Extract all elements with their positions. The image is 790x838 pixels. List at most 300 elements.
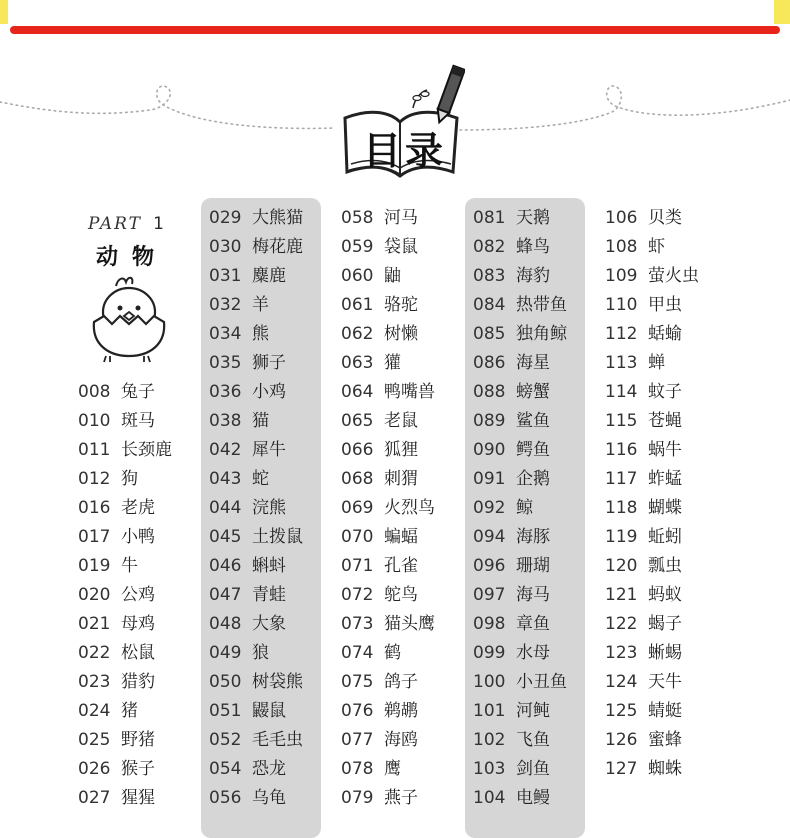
toc-entry[interactable] — [605, 610, 699, 639]
toc-page-number: 102 — [473, 730, 506, 750]
toc-entry-title: 兔子 — [121, 382, 155, 402]
toc-page-number: 051 — [209, 701, 242, 721]
toc-entry[interactable] — [78, 494, 172, 523]
toc-page-number: 052 — [209, 730, 242, 750]
toc-entry[interactable] — [473, 668, 567, 697]
toc-entry-title: 牛 — [121, 556, 138, 576]
toc-page-number: 058 — [341, 208, 374, 228]
toc-entry[interactable] — [605, 581, 699, 610]
top-yellow-accent-right — [774, 0, 790, 24]
toc-entry-title: 鲨鱼 — [516, 411, 550, 431]
toc-entry[interactable] — [341, 378, 435, 407]
toc-entry-title: 螃蟹 — [516, 382, 550, 402]
toc-entry[interactable] — [341, 610, 435, 639]
toc-page-number: 022 — [78, 643, 111, 663]
toc-entry-title: 天鹅 — [516, 208, 550, 228]
toc-page-number: 112 — [605, 324, 638, 344]
toc-entry-title: 树袋熊 — [252, 672, 303, 692]
toc-entry-title: 鸵鸟 — [384, 585, 418, 605]
toc-entry[interactable] — [209, 436, 303, 465]
toc-page-number: 091 — [473, 469, 506, 489]
toc-page-number: 118 — [605, 498, 638, 518]
toc-entry[interactable] — [341, 349, 435, 378]
toc-page-number: 069 — [341, 498, 374, 518]
toc-entry[interactable] — [209, 581, 303, 610]
toc-entry[interactable] — [209, 349, 303, 378]
toc-page-number: 108 — [605, 237, 638, 257]
page-title: 目录 — [362, 129, 447, 173]
toc-entry[interactable] — [473, 407, 567, 436]
toc-page-number: 103 — [473, 759, 506, 779]
toc-page-number: 047 — [209, 585, 242, 605]
toc-entry-title: 梅花鹿 — [252, 237, 303, 257]
toc-entry[interactable] — [473, 291, 567, 320]
toc-entry-title: 蚊子 — [648, 382, 682, 402]
toc-page-number: 038 — [209, 411, 242, 431]
toc-entry[interactable] — [209, 494, 303, 523]
toc-page-number: 119 — [605, 527, 638, 547]
toc-page-number: 048 — [209, 614, 242, 634]
toc-page-number: 056 — [209, 788, 242, 808]
toc-entry[interactable] — [209, 291, 303, 320]
toc-entry[interactable] — [473, 349, 567, 378]
toc-entry-title: 长颈鹿 — [121, 440, 172, 460]
toc-entry-title: 河鲀 — [516, 701, 550, 721]
toc-page-number: 019 — [78, 556, 111, 576]
toc-entry[interactable] — [605, 668, 699, 697]
toc-page-number: 063 — [341, 353, 374, 373]
toc-page-number: 021 — [78, 614, 111, 634]
toc-entry-title: 蜘蛛 — [648, 759, 682, 779]
toc-entry-title: 海鸥 — [384, 730, 418, 750]
toc-entry[interactable] — [78, 523, 172, 552]
toc-page-number: 088 — [473, 382, 506, 402]
toc-page-number: 024 — [78, 701, 111, 721]
toc-entry-title: 贝类 — [648, 208, 682, 228]
toc-page-number: 042 — [209, 440, 242, 460]
toc-page-number: 012 — [78, 469, 111, 489]
toc-entry[interactable] — [78, 407, 172, 436]
toc-entry[interactable] — [341, 407, 435, 436]
toc-column-3 — [341, 204, 435, 813]
toc-entry[interactable] — [341, 204, 435, 233]
toc-entry-title: 大象 — [252, 614, 286, 634]
toc-page-number: 104 — [473, 788, 506, 808]
toc-entry-title: 猎豹 — [121, 672, 155, 692]
toc-entry-title: 骆驼 — [384, 295, 418, 315]
toc-column-4 — [473, 204, 567, 813]
toc-entry[interactable] — [473, 697, 567, 726]
toc-entry[interactable] — [473, 581, 567, 610]
toc-entry-title: 鼬 — [384, 266, 401, 286]
toc-entry-title: 飞鱼 — [516, 730, 550, 750]
toc-page-number: 049 — [209, 643, 242, 663]
toc-entry-title: 猩猩 — [121, 788, 155, 808]
toc-page-number: 109 — [605, 266, 638, 286]
toc-page-number: 027 — [78, 788, 111, 808]
toc-page-number: 083 — [473, 266, 506, 286]
toc-page-number: 026 — [78, 759, 111, 779]
toc-entry[interactable] — [605, 523, 699, 552]
toc-page-number: 113 — [605, 353, 638, 373]
toc-page-number: 074 — [341, 643, 374, 663]
toc-entry[interactable] — [78, 610, 172, 639]
toc-entry[interactable] — [209, 320, 303, 349]
toc-entry[interactable] — [473, 233, 567, 262]
toc-entry-title: 羊 — [252, 295, 269, 315]
toc-entry-title: 鲸 — [516, 498, 533, 518]
toc-entry[interactable] — [605, 291, 699, 320]
toc-page-number: 090 — [473, 440, 506, 460]
toc-entry[interactable] — [78, 697, 172, 726]
toc-page-number: 032 — [209, 295, 242, 315]
toc-page-number: 043 — [209, 469, 242, 489]
toc-page-number: 115 — [605, 411, 638, 431]
toc-page-number: 110 — [605, 295, 638, 315]
toc-entry[interactable] — [473, 639, 567, 668]
toc-entry[interactable] — [78, 639, 172, 668]
toc-entry[interactable] — [341, 639, 435, 668]
toc-page-number: 071 — [341, 556, 374, 576]
toc-page-number: 123 — [605, 643, 638, 663]
toc-page-number: 050 — [209, 672, 242, 692]
toc-entry[interactable] — [605, 552, 699, 581]
toc-entry[interactable] — [473, 523, 567, 552]
toc-entry-title: 蛞蝓 — [648, 324, 682, 344]
toc-entry[interactable] — [78, 726, 172, 755]
toc-entry[interactable] — [605, 494, 699, 523]
toc-entry[interactable] — [341, 784, 435, 813]
toc-entry[interactable] — [209, 262, 303, 291]
toc-entry-title: 母鸡 — [121, 614, 155, 634]
toc-entry-title: 公鸡 — [121, 585, 155, 605]
toc-entry[interactable] — [209, 204, 303, 233]
toc-entry-title: 袋鼠 — [384, 237, 418, 257]
toc-entry-title: 蜜蜂 — [648, 730, 682, 750]
toc-page-number: 084 — [473, 295, 506, 315]
toc-entry-title: 章鱼 — [516, 614, 550, 634]
toc-entry-title: 水母 — [516, 643, 550, 663]
toc-entry-title: 小鸡 — [252, 382, 286, 402]
toc-entry[interactable] — [605, 262, 699, 291]
toc-entry[interactable] — [341, 523, 435, 552]
toc-entry[interactable] — [209, 726, 303, 755]
toc-page-number: 121 — [605, 585, 638, 605]
toc-page-number: 100 — [473, 672, 506, 692]
toc-entry-title: 蜂鸟 — [516, 237, 550, 257]
toc-page-number: 029 — [209, 208, 242, 228]
toc-page-number: 073 — [341, 614, 374, 634]
toc-entry[interactable] — [341, 320, 435, 349]
toc-entry[interactable] — [341, 465, 435, 494]
toc-entry[interactable] — [209, 378, 303, 407]
toc-entry[interactable] — [209, 233, 303, 262]
toc-entry-title: 狐狸 — [384, 440, 418, 460]
toc-page-number: 086 — [473, 353, 506, 373]
toc-page-number: 101 — [473, 701, 506, 721]
toc-page-number: 082 — [473, 237, 506, 257]
chick-in-eggshell-icon — [86, 272, 172, 364]
top-yellow-accent-left — [0, 0, 8, 24]
toc-entry-title: 苍蝇 — [648, 411, 682, 431]
toc-entry-title: 海马 — [516, 585, 550, 605]
toc-page-number: 062 — [341, 324, 374, 344]
toc-entry-title: 猴子 — [121, 759, 155, 779]
toc-entry[interactable] — [209, 407, 303, 436]
toc-entry-title: 獾 — [384, 353, 401, 373]
toc-entry[interactable] — [341, 668, 435, 697]
toc-entry[interactable] — [473, 494, 567, 523]
toc-entry[interactable] — [473, 610, 567, 639]
toc-entry-title: 犀牛 — [252, 440, 286, 460]
toc-page-number: 075 — [341, 672, 374, 692]
toc-entry-title: 恐龙 — [252, 759, 286, 779]
header-red-bar — [10, 26, 780, 34]
toc-entry-title: 鸽子 — [384, 672, 418, 692]
toc-entry[interactable] — [341, 726, 435, 755]
toc-entry-title: 树懒 — [384, 324, 418, 344]
part-number: 1 — [153, 214, 164, 234]
toc-entry[interactable] — [341, 233, 435, 262]
toc-entry-title: 野猪 — [121, 730, 155, 750]
toc-entry[interactable] — [341, 436, 435, 465]
toc-page-number: 035 — [209, 353, 242, 373]
toc-entry[interactable] — [78, 755, 172, 784]
toc-entry-title: 熊 — [252, 324, 269, 344]
toc-page-number: 117 — [605, 469, 638, 489]
toc-entry-title: 蝎子 — [648, 614, 682, 634]
toc-page-number: 116 — [605, 440, 638, 460]
toc-entry-title: 热带鱼 — [516, 295, 567, 315]
toc-entry-title: 鹤 — [384, 643, 401, 663]
toc-entry[interactable] — [341, 291, 435, 320]
toc-entry-title: 电鳗 — [516, 788, 550, 808]
toc-entry[interactable] — [605, 204, 699, 233]
toc-page-number: 045 — [209, 527, 242, 547]
toc-entry[interactable] — [209, 610, 303, 639]
toc-page-number: 044 — [209, 498, 242, 518]
toc-entry-title: 狼 — [252, 643, 269, 663]
toc-page-number: 126 — [605, 730, 638, 750]
toc-page-number: 025 — [78, 730, 111, 750]
toc-column-5 — [605, 204, 699, 784]
toc-entry[interactable] — [473, 378, 567, 407]
toc-page-number: 008 — [78, 382, 111, 402]
toc-entry-title: 蛇 — [252, 469, 269, 489]
toc-entry[interactable] — [605, 378, 699, 407]
toc-entry-title: 蝉 — [648, 353, 665, 373]
toc-page-number: 020 — [78, 585, 111, 605]
toc-entry[interactable] — [78, 581, 172, 610]
toc-entry[interactable] — [473, 436, 567, 465]
toc-page-number: 034 — [209, 324, 242, 344]
toc-entry-title: 青蛙 — [252, 585, 286, 605]
toc-column-2 — [209, 204, 303, 813]
toc-entry-title: 老鼠 — [384, 411, 418, 431]
toc-entry[interactable] — [473, 784, 567, 813]
toc-entry[interactable] — [341, 262, 435, 291]
toc-entry[interactable] — [605, 639, 699, 668]
toc-entry[interactable] — [209, 784, 303, 813]
toc-page-number: 124 — [605, 672, 638, 692]
toc-entry-title: 猫头鹰 — [384, 614, 435, 634]
toc-entry[interactable] — [209, 697, 303, 726]
toc-page-number: 077 — [341, 730, 374, 750]
toc-entry-title: 毛毛虫 — [252, 730, 303, 750]
toc-entry-title: 蜗牛 — [648, 440, 682, 460]
toc-entry[interactable] — [605, 320, 699, 349]
toc-page-number: 061 — [341, 295, 374, 315]
toc-page-number: 127 — [605, 759, 638, 779]
toc-entry[interactable] — [605, 233, 699, 262]
toc-entry-title: 乌龟 — [252, 788, 286, 808]
toc-entry-title: 鳄鱼 — [516, 440, 550, 460]
toc-entry[interactable] — [341, 581, 435, 610]
toc-entry[interactable] — [605, 436, 699, 465]
toc-entry-title: 狗 — [121, 469, 138, 489]
toc-page-number: 076 — [341, 701, 374, 721]
toc-entry[interactable] — [605, 407, 699, 436]
part-title: 动物 — [96, 245, 169, 270]
toc-page-number: 036 — [209, 382, 242, 402]
toc-entry-title: 鹰 — [384, 759, 401, 779]
toc-entry[interactable] — [209, 552, 303, 581]
toc-entry-title: 蜥蜴 — [648, 643, 682, 663]
toc-entry-title: 蚂蚁 — [648, 585, 682, 605]
toc-entry[interactable] — [473, 262, 567, 291]
toc-entry[interactable] — [209, 523, 303, 552]
toc-page-number: 094 — [473, 527, 506, 547]
toc-entry[interactable] — [473, 726, 567, 755]
toc-entry[interactable] — [473, 465, 567, 494]
toc-entry[interactable] — [341, 755, 435, 784]
toc-page-number: 030 — [209, 237, 242, 257]
toc-entry[interactable] — [209, 465, 303, 494]
toc-entry[interactable] — [473, 552, 567, 581]
toc-entry[interactable] — [78, 436, 172, 465]
toc-entry[interactable] — [341, 552, 435, 581]
toc-page-number: 089 — [473, 411, 506, 431]
toc-page-number: 114 — [605, 382, 638, 402]
toc-page-number: 122 — [605, 614, 638, 634]
toc-page-number: 099 — [473, 643, 506, 663]
toc-entry-title: 海豚 — [516, 527, 550, 547]
toc-entry-title: 珊瑚 — [516, 556, 550, 576]
toc-entry-title: 斑马 — [121, 411, 155, 431]
toc-entry-title: 海星 — [516, 353, 550, 373]
toc-entry-title: 狮子 — [252, 353, 286, 373]
toc-entry-title: 甲虫 — [648, 295, 682, 315]
toc-entry[interactable] — [473, 320, 567, 349]
toc-page-number: 096 — [473, 556, 506, 576]
toc-page-number: 078 — [341, 759, 374, 779]
toc-page-number: 046 — [209, 556, 242, 576]
toc-entry-title: 小丑鱼 — [516, 672, 567, 692]
toc-entry[interactable] — [341, 494, 435, 523]
toc-entry-title: 老虎 — [121, 498, 155, 518]
toc-page-number: 092 — [473, 498, 506, 518]
toc-page-number: 023 — [78, 672, 111, 692]
toc-entry[interactable] — [209, 639, 303, 668]
toc-entry[interactable] — [605, 465, 699, 494]
toc-column-1 — [78, 378, 172, 813]
toc-page-number: 066 — [341, 440, 374, 460]
toc-entry-title: 燕子 — [384, 788, 418, 808]
toc-entry[interactable] — [605, 349, 699, 378]
toc-entry-title: 剑鱼 — [516, 759, 550, 779]
toc-entry-title: 蚱蜢 — [648, 469, 682, 489]
toc-entry-title: 海豹 — [516, 266, 550, 286]
toc-entry[interactable] — [78, 668, 172, 697]
toc-page-number: 010 — [78, 411, 111, 431]
toc-page-number: 070 — [341, 527, 374, 547]
toc-entry[interactable] — [209, 668, 303, 697]
toc-page-number: 068 — [341, 469, 374, 489]
top-strip — [0, 0, 790, 24]
toc-entry-title: 天牛 — [648, 672, 682, 692]
part-label: PART — [88, 214, 142, 234]
toc-entry-title: 孔雀 — [384, 556, 418, 576]
toc-entry-title: 猫 — [252, 411, 269, 431]
toc-entry-title: 浣熊 — [252, 498, 286, 518]
toc-entry[interactable] — [473, 755, 567, 784]
toc-entry[interactable] — [78, 465, 172, 494]
toc-page-number: 016 — [78, 498, 111, 518]
toc-entry[interactable] — [341, 697, 435, 726]
toc-page-number: 085 — [473, 324, 506, 344]
toc-entry[interactable] — [78, 552, 172, 581]
toc-page-number: 059 — [341, 237, 374, 257]
toc-entry[interactable] — [605, 755, 699, 784]
toc-entry-title: 土拨鼠 — [252, 527, 303, 547]
toc-page-number: 065 — [341, 411, 374, 431]
toc-page-number: 064 — [341, 382, 374, 402]
toc-entry-title: 猪 — [121, 701, 138, 721]
toc-page-number: 054 — [209, 759, 242, 779]
toc-entry-title: 麋鹿 — [252, 266, 286, 286]
toc-entry-title: 火烈鸟 — [384, 498, 435, 518]
toc-entry-title: 企鹅 — [516, 469, 550, 489]
toc-entry-title: 鹈鹕 — [384, 701, 418, 721]
toc-page-number: 125 — [605, 701, 638, 721]
toc-entry-title: 蚯蚓 — [648, 527, 682, 547]
toc-entry-title: 鸭嘴兽 — [384, 382, 435, 402]
toc-page-number: 098 — [473, 614, 506, 634]
toc-entry[interactable] — [605, 697, 699, 726]
toc-entry-title: 蝙蝠 — [384, 527, 418, 547]
toc-entry-title: 河马 — [384, 208, 418, 228]
toc-entry[interactable] — [473, 204, 567, 233]
toc-entry-title: 大熊猫 — [252, 208, 303, 228]
toc-entry[interactable] — [209, 755, 303, 784]
toc-entry-title: 瓢虫 — [648, 556, 682, 576]
toc-entry-title: 蝌蚪 — [252, 556, 286, 576]
toc-page-number: 072 — [341, 585, 374, 605]
toc-entry-title: 鼹鼠 — [252, 701, 286, 721]
part-heading — [88, 214, 188, 271]
toc-entry-title: 蝴蝶 — [648, 498, 682, 518]
toc-entry-title: 刺猬 — [384, 469, 418, 489]
toc-entry-title: 虾 — [648, 237, 665, 257]
toc-entry-title: 小鸭 — [121, 527, 155, 547]
toc-entry-title: 蜻蜓 — [648, 701, 682, 721]
toc-entry-title: 松鼠 — [121, 643, 155, 663]
toc-entry[interactable] — [78, 784, 172, 813]
toc-entry[interactable] — [605, 726, 699, 755]
toc-entry-title: 独角鲸 — [516, 324, 567, 344]
toc-entry[interactable] — [78, 378, 172, 407]
toc-page-number: 031 — [209, 266, 242, 286]
